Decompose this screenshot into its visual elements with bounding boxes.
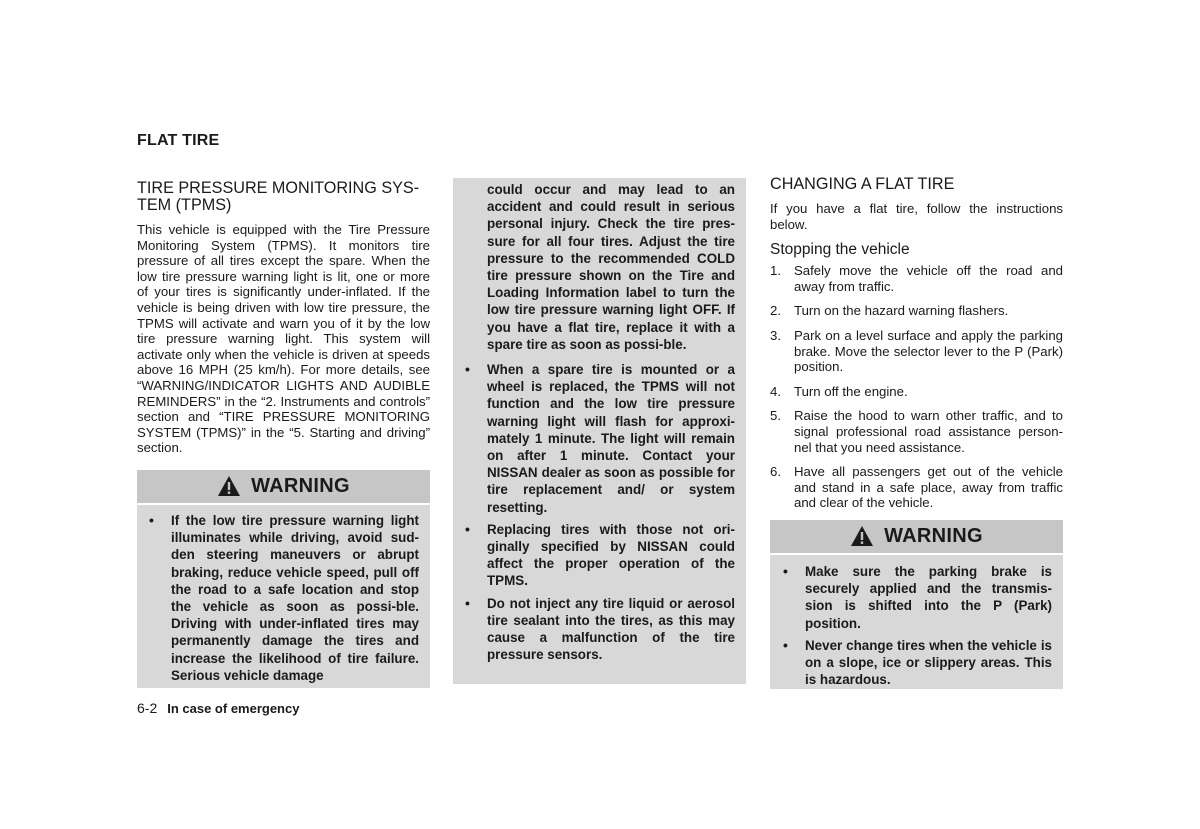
warning-triangle-icon	[217, 475, 241, 497]
warning-item: • Do not inject any tire liquid or aerosol tire sealant into the tires, as this may cause a malfunction of the tire pressure sensors.	[487, 595, 735, 664]
step-number: 4.	[770, 383, 781, 399]
section-title: FLAT TIRE	[137, 132, 220, 149]
step-text: Turn on the hazard warning flashers.	[794, 303, 1009, 319]
changing-heading: CHANGING A FLAT TIRE	[770, 175, 955, 193]
page-footer	[137, 700, 299, 716]
warning-title: WARNING	[251, 474, 350, 497]
step-number: 6.	[770, 464, 781, 480]
stopping-subheading: Stopping the vehicle	[770, 241, 910, 259]
tpms-heading: TIRE PRESSURE MONITORING SYS-TEM (TPMS)	[137, 179, 420, 214]
step-text: Park on a level surface and apply the parking brake. Move the selector lever to the P (Park) position.	[794, 327, 1063, 375]
warning-item: • Make sure the parking brake is securely applied and the transmis-sion is shifted into the P (Park) position.	[805, 563, 1052, 632]
warning-item: • Never change tires when the vehicle is on a slope, ice or slippery areas. This is hazardous.	[805, 637, 1052, 689]
tpms-body: This vehicle is equipped with the Tire Pressure Monitoring System (TPMS). It monitors tire pressure of all tires except the spare. When the low tire pressure warning light is lit, one or more of your tires is significantly under-inflated. If the vehicle is being driven with low tire pressure, the TPMS will activate and warn you of it by the low tire pressure warning light. This system will activate only when the vehicle is driven at speeds above 16 MPH (25 km/h). For more details, see “WARNING/INDICATOR LIGHTS AND AUDIBLE REMINDERS” in the “2. Instruments and controls” section and “TIRE PRESSURE MONITORING SYSTEM (TPMS)” in the “5. Starting and driving” section.	[137, 222, 430, 456]
warning-triangle-icon	[850, 525, 874, 547]
changing-intro: If you have a flat tire, follow the instructions below.	[770, 201, 1063, 232]
warning-item-continued: could occur and may lead to an accident and could result in serious personal injury. Check the tire pres-sure for all four tires. Adjust the tire pressure to the recommended COLD tire pressure shown on the Tire and Loading Information label to turn the low tire pressure warning light OFF. If you have a flat tire, replace it with a spare tire as soon as possi-ble.	[487, 182, 735, 352]
warning-box-continued	[453, 178, 746, 684]
step-number: 3.	[770, 327, 781, 343]
warning-list	[453, 353, 746, 663]
step-item	[770, 464, 1063, 511]
footer-section-name: In case of emergency	[167, 701, 300, 716]
warning-header	[770, 520, 1063, 555]
step-number: 2.	[770, 303, 781, 319]
column-left	[137, 180, 430, 688]
step-item	[770, 328, 1063, 375]
step-text: Have all passengers get out of the vehicle and stand in a safe place, away from traffic and clear of the vehicle.	[794, 464, 1063, 511]
step-text: Raise the hood to warn other traffic, and to signal professional road assistance person-nel that you need assistance.	[794, 408, 1063, 455]
step-number: 1.	[770, 263, 781, 279]
column-middle	[453, 178, 746, 684]
warning-item: • If the low tire pressure warning light illuminates while driving, avoid sud-den steering maneuvers or abrupt braking, reduce vehicle speed, pull off the road to a safe location and stop the vehicle as soon as possi-ble. Driving with under-inflated tires may permanently damage the tires and increase the likelihood of tire failure. Serious vehicle damage	[171, 512, 419, 684]
warning-item: • Replacing tires with those not ori-ginally specified by NISSAN could affect the proper operation of the TPMS.	[487, 521, 735, 590]
step-number: 5.	[770, 408, 781, 424]
column-right	[770, 176, 1063, 689]
warning-box-tpms	[137, 470, 430, 688]
step-text: Safely move the vehicle off the road and away from traffic.	[794, 263, 1063, 294]
step-text: Turn off the engine.	[794, 383, 908, 399]
warning-title: WARNING	[884, 524, 983, 547]
warning-list	[137, 505, 430, 684]
warning-list	[770, 555, 1063, 688]
warning-box-stopping	[770, 520, 1063, 689]
step-item	[770, 263, 1063, 294]
step-item	[770, 384, 1063, 400]
step-item	[770, 408, 1063, 455]
step-item	[770, 303, 1063, 319]
warning-item: • When a spare tire is mounted or a wheel is replaced, the TPMS will not function and the low tire pressure warning light will flash for approxi-mately 1 minute. The light will remain on after 1 minute. Contact your NISSAN dealer as soon as possible for tire replacement and/ or system resetting.	[487, 361, 735, 516]
page-number: 6-2	[137, 700, 158, 716]
steps-list	[770, 263, 1063, 511]
warning-header	[137, 470, 430, 505]
